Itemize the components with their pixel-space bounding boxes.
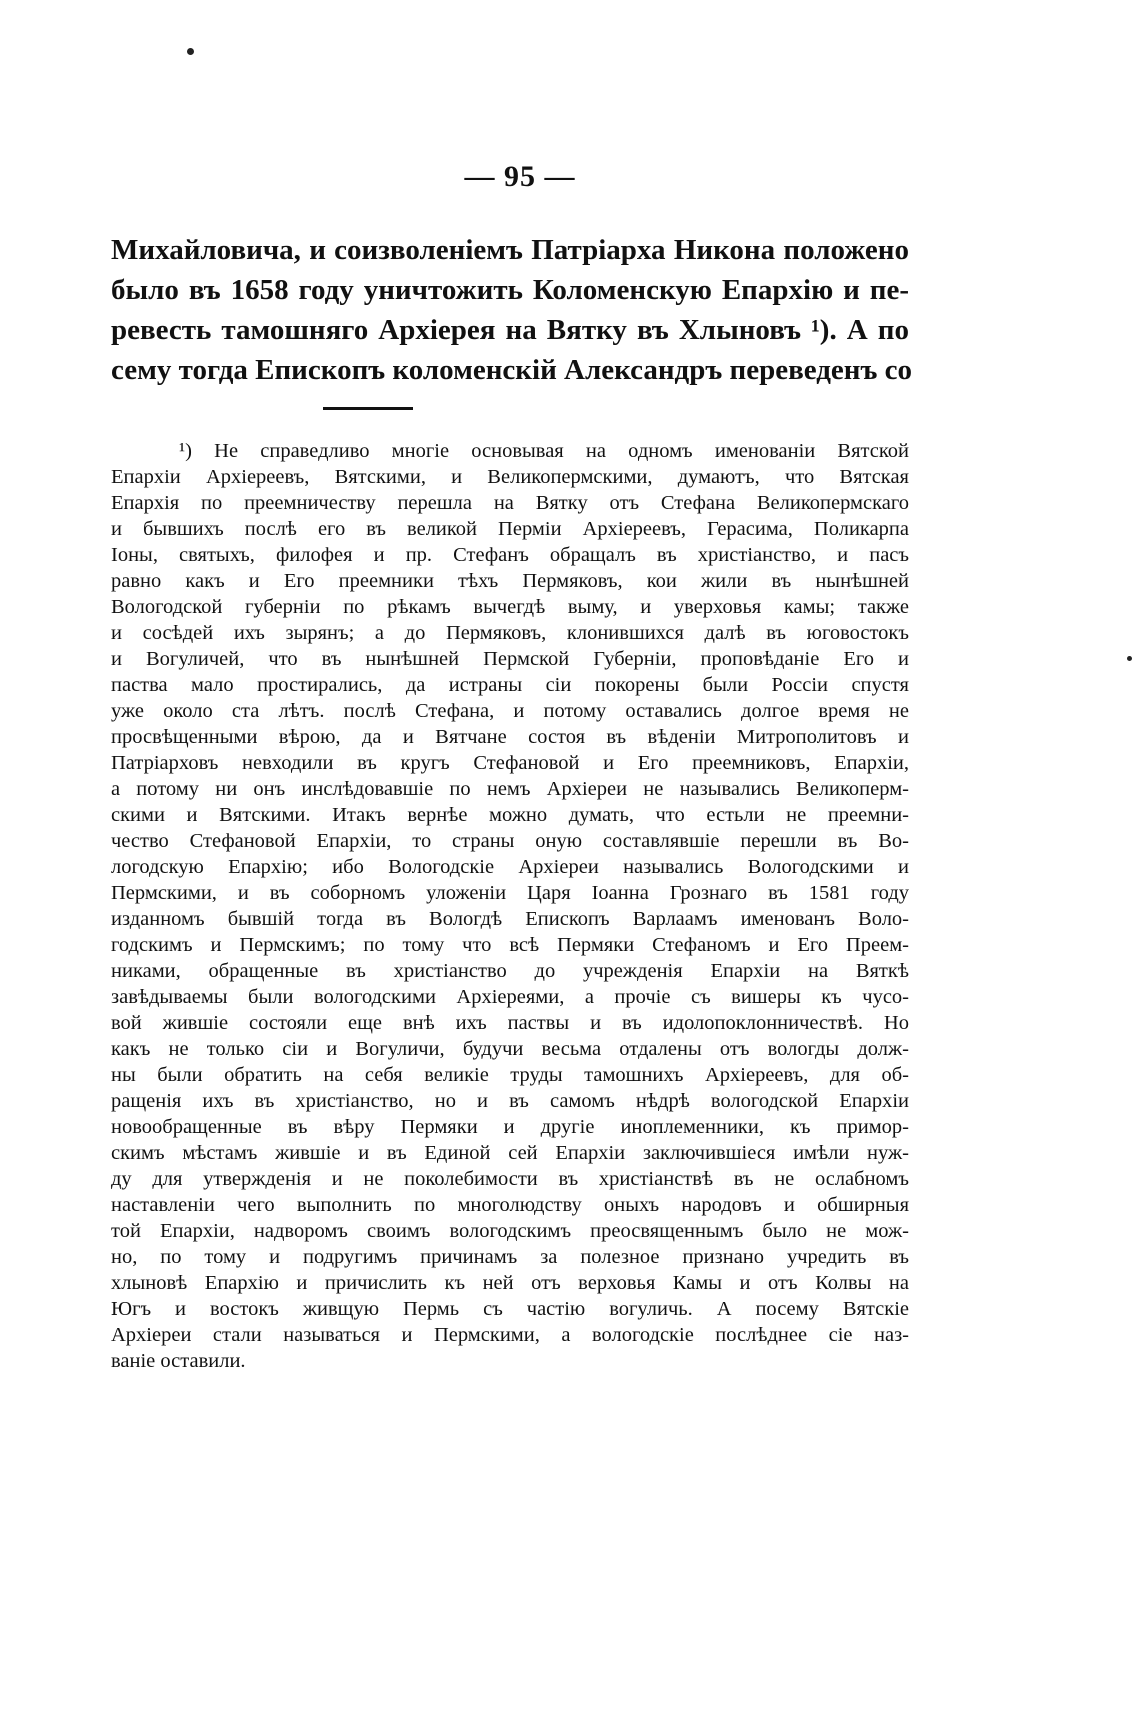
footnote-line: и сосѣдей ихъ зырянъ; а до Пермяковъ, клонившихся далѣ въ юговостокъ (111, 622, 909, 644)
footnote-line: новообращенные въ вѣру Пермяки и другіе иноплеменники, къ примор- (111, 1116, 909, 1138)
footnote-line: логодскую Епархію; ибо Вологодскіе Архіереи назывались Вологодскими и (111, 856, 909, 878)
ink-speck-top (187, 48, 194, 55)
footnote-line: ращенія ихъ въ христіанство, но и въ самомъ нѣдрѣ вологодской Епархіи (111, 1090, 909, 1112)
footnote-line: Іоны, святыхъ, филофея и пр. Стефанъ обращалъ въ христіанство, и пасъ (111, 544, 909, 566)
main-text-line: Михайловича, и соизволеніемъ Патріарха Никона положено (111, 234, 909, 266)
footnote-line: изданномъ бывшій тогда въ Вологдѣ Епископъ Варлаамъ именованъ Воло- (111, 908, 909, 930)
footnote-line: Вологодской губерніи по рѣкамъ вычегдѣ выму, и уверховья камы; также (111, 596, 909, 618)
footnote-line: той Епархіи, надворомъ своимъ вологодскимъ преосвященнымъ было не мож- (111, 1220, 909, 1242)
footnote-separator (323, 407, 413, 410)
footnote-line: ду для утвержденія и не поколебимости въ христіанствѣ въ не ослабномъ (111, 1168, 909, 1190)
footnote-line: чество Стефановой Епархіи, то страны оную составлявшіе перешли въ Во- (111, 830, 909, 852)
footnote-line: но, по тому и подругимъ причинамъ за полезное признано учредить въ (111, 1246, 909, 1268)
footnote-line: годскимъ и Пермскимъ; по тому что всѣ Пермяки Стефаномъ и Его Преем- (111, 934, 909, 956)
footnote-line: вой жившіе состояли еще внѣ ихъ паствы и въ идолопоклонничествѣ. Но (111, 1012, 909, 1034)
footnote-line: равно какъ и Его преемники тѣхъ Пермяковъ, кои жили въ нынѣшней (111, 570, 909, 592)
footnote-line: уже около ста лѣтъ. послѣ Стефана, и потому оставались долгое время не (111, 700, 909, 722)
footnote-line: Патріарховъ невходили въ кругъ Стефановой и Его преемниковъ, Епархіи, (111, 752, 909, 774)
footnote-line: Югъ и востокъ живщую Пермь съ частію вогуличь. А посему Вятскіе (111, 1298, 909, 1320)
footnote-line: скимъ мѣстамъ жившіе и въ Единой сей Епархіи заключившіеся имѣли нуж- (111, 1142, 909, 1164)
footnote-first-line (111, 438, 909, 464)
footnote-marker: ¹) (179, 440, 192, 462)
footnote-line: Архіереи стали называться и Пермскими, а вологодскіе послѣднее сіе наз- (111, 1324, 909, 1346)
footnote-line: Пермскими, и въ соборномъ уложеніи Царя Іоанна Грознаго въ 1581 году (111, 882, 909, 904)
main-text (111, 230, 912, 390)
footnote-line: Епархіи Архіереевъ, Вятскими, и Великопермскими, думаютъ, что Вятская (111, 466, 909, 488)
ink-speck-right (1127, 656, 1132, 661)
footnote-line: и Вогуличей, что въ нынѣшней Пермской Губерніи, проповѣданіе Его и (111, 648, 909, 670)
footnote-line: хлыновѣ Епархію и причислить къ ней отъ верховья Камы и отъ Колвы на (111, 1272, 909, 1294)
page-number: — 95 — (464, 160, 576, 193)
footnote-line: просвѣщенными вѣрою, да и Вятчане состоя въ вѣденіи Митрополитовъ и (111, 726, 909, 748)
footnote-first-text: Не справедливо многіе основывая на одномъ именованіи Вятской (214, 440, 909, 462)
footnote-line: и бывшихъ послѣ его въ великой Перміи Архіереевъ, Герасима, Поликарпа (111, 518, 909, 540)
footnote-line: паства мало простирались, да истраны сіи покорены были Россіи спустя (111, 674, 909, 696)
footnote-line: ны были обратить на себя великіе труды тамошнихъ Архіереевъ, для об- (111, 1064, 909, 1086)
footnote-line: скими и Вятскими. Итакъ вернѣе можно думать, что естьли не преемни- (111, 804, 909, 826)
footnote-line: завѣдываемы были вологодскими Архіереями, а прочіе съ вишеры къ чусо- (111, 986, 909, 1008)
footnote-line: никами, обращенные въ христіанство до учрежденія Епархіи на Вяткѣ (111, 960, 909, 982)
footnote-line: ваніе оставили. (111, 1350, 246, 1372)
footnote (111, 438, 909, 1374)
footnote-line: Епархія по преемничеству перешла на Вятку отъ Стефана Великопермскаго (111, 492, 909, 514)
footnote-line: а потому ни онъ инслѣдовавшіе по немъ Архіереи не назывались Великоперм- (111, 778, 909, 800)
footnote-line: какъ не только сіи и Вогуличи, будучи весьма отдалены отъ вологды долж- (111, 1038, 909, 1060)
main-text-line: было въ 1658 году уничтожить Коломенскую Епархію и пе- (111, 274, 909, 306)
footnote-line: наставленіи чего выполнить по многолюдству оныхъ народовъ и обширныя (111, 1194, 909, 1216)
main-text-line: ревесть тамошняго Архіерея на Вятку въ Хлыновъ ¹). А по (111, 314, 909, 346)
main-text-line: сему тогда Епископъ коломенскій Александръ переведенъ со (111, 354, 912, 386)
